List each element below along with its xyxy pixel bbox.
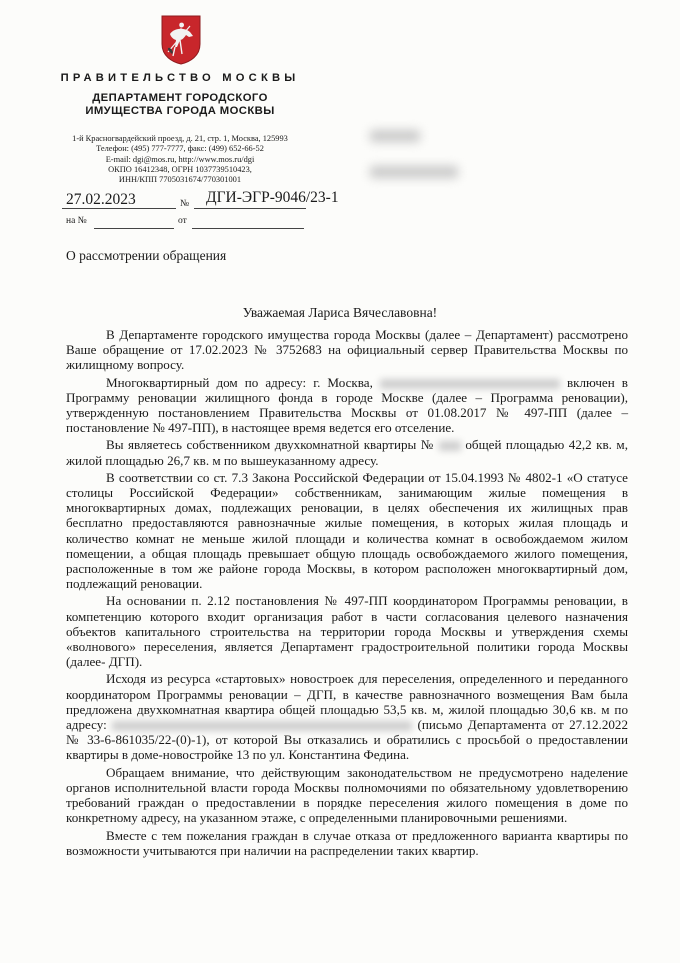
government-title: ПРАВИТЕЛЬСТВО МОСКВЫ bbox=[60, 72, 300, 84]
recipient-address-redacted bbox=[370, 166, 458, 178]
contact-email: E-mail: dgi@mos.ru, http://www.mos.ru/dgi bbox=[105, 154, 255, 164]
paragraph-3 bbox=[66, 437, 628, 467]
ref-number-line bbox=[94, 228, 174, 229]
department-contacts bbox=[40, 134, 320, 185]
paragraph-3-rest: общей площадью 42,2 кв. м, жилой площадью 26,7 кв. м по вышеуказанному адресу. bbox=[66, 437, 628, 468]
number-prefix: № bbox=[180, 199, 190, 209]
paragraph-7: Обращаем внимание, что действующим законодательством не предусмотрено наделение органов исполнительной власти города Москвы полномочиями по обязательному удовлетворению требований граждан о предоставлении в порядке переселения жилого помещения в доме по конкретному адресу, на указанном этаже, с определенными планировочными решениями. bbox=[66, 764, 628, 826]
paragraph-1: В Департаменте городского имущества города Москвы (далее – Департамент) рассмотрено Ваше обращение от 17.02.2023 № 3752683 на официальный сервер Правительства Москвы по жилищному вопросу. bbox=[66, 327, 628, 373]
paragraph-3-start: Вы являетесь собственником двухкомнатной квартиры № bbox=[106, 437, 435, 453]
letter-subject: О рассмотрении обращения bbox=[66, 248, 227, 263]
department-title bbox=[50, 92, 310, 118]
paragraph-6 bbox=[66, 671, 628, 762]
ref-date-line bbox=[192, 228, 304, 229]
date-underline bbox=[62, 208, 176, 209]
paragraph-8: Вместе с тем пожелания граждан в случае отказа от предложенного варианта квартиры по возможности учитываются при наличии на распределении таких квартир. bbox=[66, 827, 628, 858]
contact-okpo: ОКПО 16412348, ОГРН 1037739510423, bbox=[108, 164, 252, 174]
contact-phone: Телефон: (495) 777-7777, факс: (499) 652-66-52 bbox=[96, 144, 264, 154]
letter-date: 27.02.2023 bbox=[66, 191, 136, 208]
department-title-line2: ИМУЩЕСТВА ГОРОДА МОСКВЫ bbox=[85, 105, 275, 117]
paragraph-2 bbox=[66, 375, 628, 436]
letter-body bbox=[66, 327, 628, 860]
department-title-line1: ДЕПАРТАМЕНТ ГОРОДСКОГО bbox=[92, 92, 268, 104]
ref-from-label: от bbox=[178, 216, 187, 226]
recipient-name-redacted bbox=[370, 130, 420, 142]
paragraph-6-rest: (письмо Департамента от 27.12.2022 № 33-6-861035/22-(0)-1), от которой Вы отказались и обратились с просьбой о предоставлении квартиры в доме-новостройке 13 по ул. Константина Федина. bbox=[66, 717, 629, 763]
paragraph-2-start: Многоквартирный дом по адресу: г. Москва, bbox=[106, 374, 373, 390]
paragraph-4: В соответствии со ст. 7.3 Закона Российской Федерации от 15.04.1993 № 4802-1 «О статусе столицы Российской Федерации» собственникам, занимающим жилые помещения в многоквартирных домах, подлежащих реновации, в целях обеспечения их жилищных прав бесплатно предоставляются равнозначные жилые помещения, в которых жилая площадь и количество комнат не меньше жилой площади и количества комнат в освобождаемом жилом помещении, а общая площадь превышает общую площадь освобождаемого жилого помещения, расположенные в том же районе города Москвы, в котором расположен многоквартирный дом, подлежащий реновации. bbox=[66, 469, 628, 592]
ref-number-label: на № bbox=[66, 216, 87, 226]
apartment-number-redacted bbox=[439, 441, 461, 451]
contact-inn: ИНН/КПП 7705031674/770301001 bbox=[118, 175, 242, 185]
paragraph-2-rest: включен в Программу реновации жилищного фонда в городе Москве (далее – Программа реновации), утвержденную постановлением Правительства Москвы от 01.08.2017 № 497-ПП (далее – постановление № 497-ПП), в настоящее время ведется его отселение. bbox=[66, 374, 628, 436]
paragraph-6-start: Исходя из ресурса «стартовых» новостроек для переселения, определенного и переданного координатором Программы реновации – ДГП, в качестве равнозначного возмещения Вам была предложена двухкомнатная квартира общей площадью 53,5 кв. м, жилой площадью 30,6 кв. м по адресу: bbox=[66, 671, 628, 733]
address-redacted bbox=[380, 379, 560, 389]
offered-address-redacted bbox=[112, 721, 412, 731]
contact-address: 1-й Красногвардейский проезд, д. 21, стр. 1, Москва, 125993 bbox=[72, 134, 288, 143]
number-underline bbox=[194, 208, 306, 209]
moscow-coat-of-arms-icon bbox=[160, 14, 202, 65]
salutation: Уважаемая Лариса Вячеславовна! bbox=[242, 305, 438, 320]
letter-number: ДГИ-ЭГР-9046/23-1 bbox=[206, 189, 339, 206]
paragraph-5: На основании п. 2.12 постановления № 497-ПП координатором Программы реновации, в компетенцию которого входит организация работ в части согласования целевого назначения объектов капитального строительства на территории города Москвы и утверждения схемы «волнового» переселения, является Департамент градостроительной политики города Москвы (далее- ДГП). bbox=[66, 593, 628, 670]
